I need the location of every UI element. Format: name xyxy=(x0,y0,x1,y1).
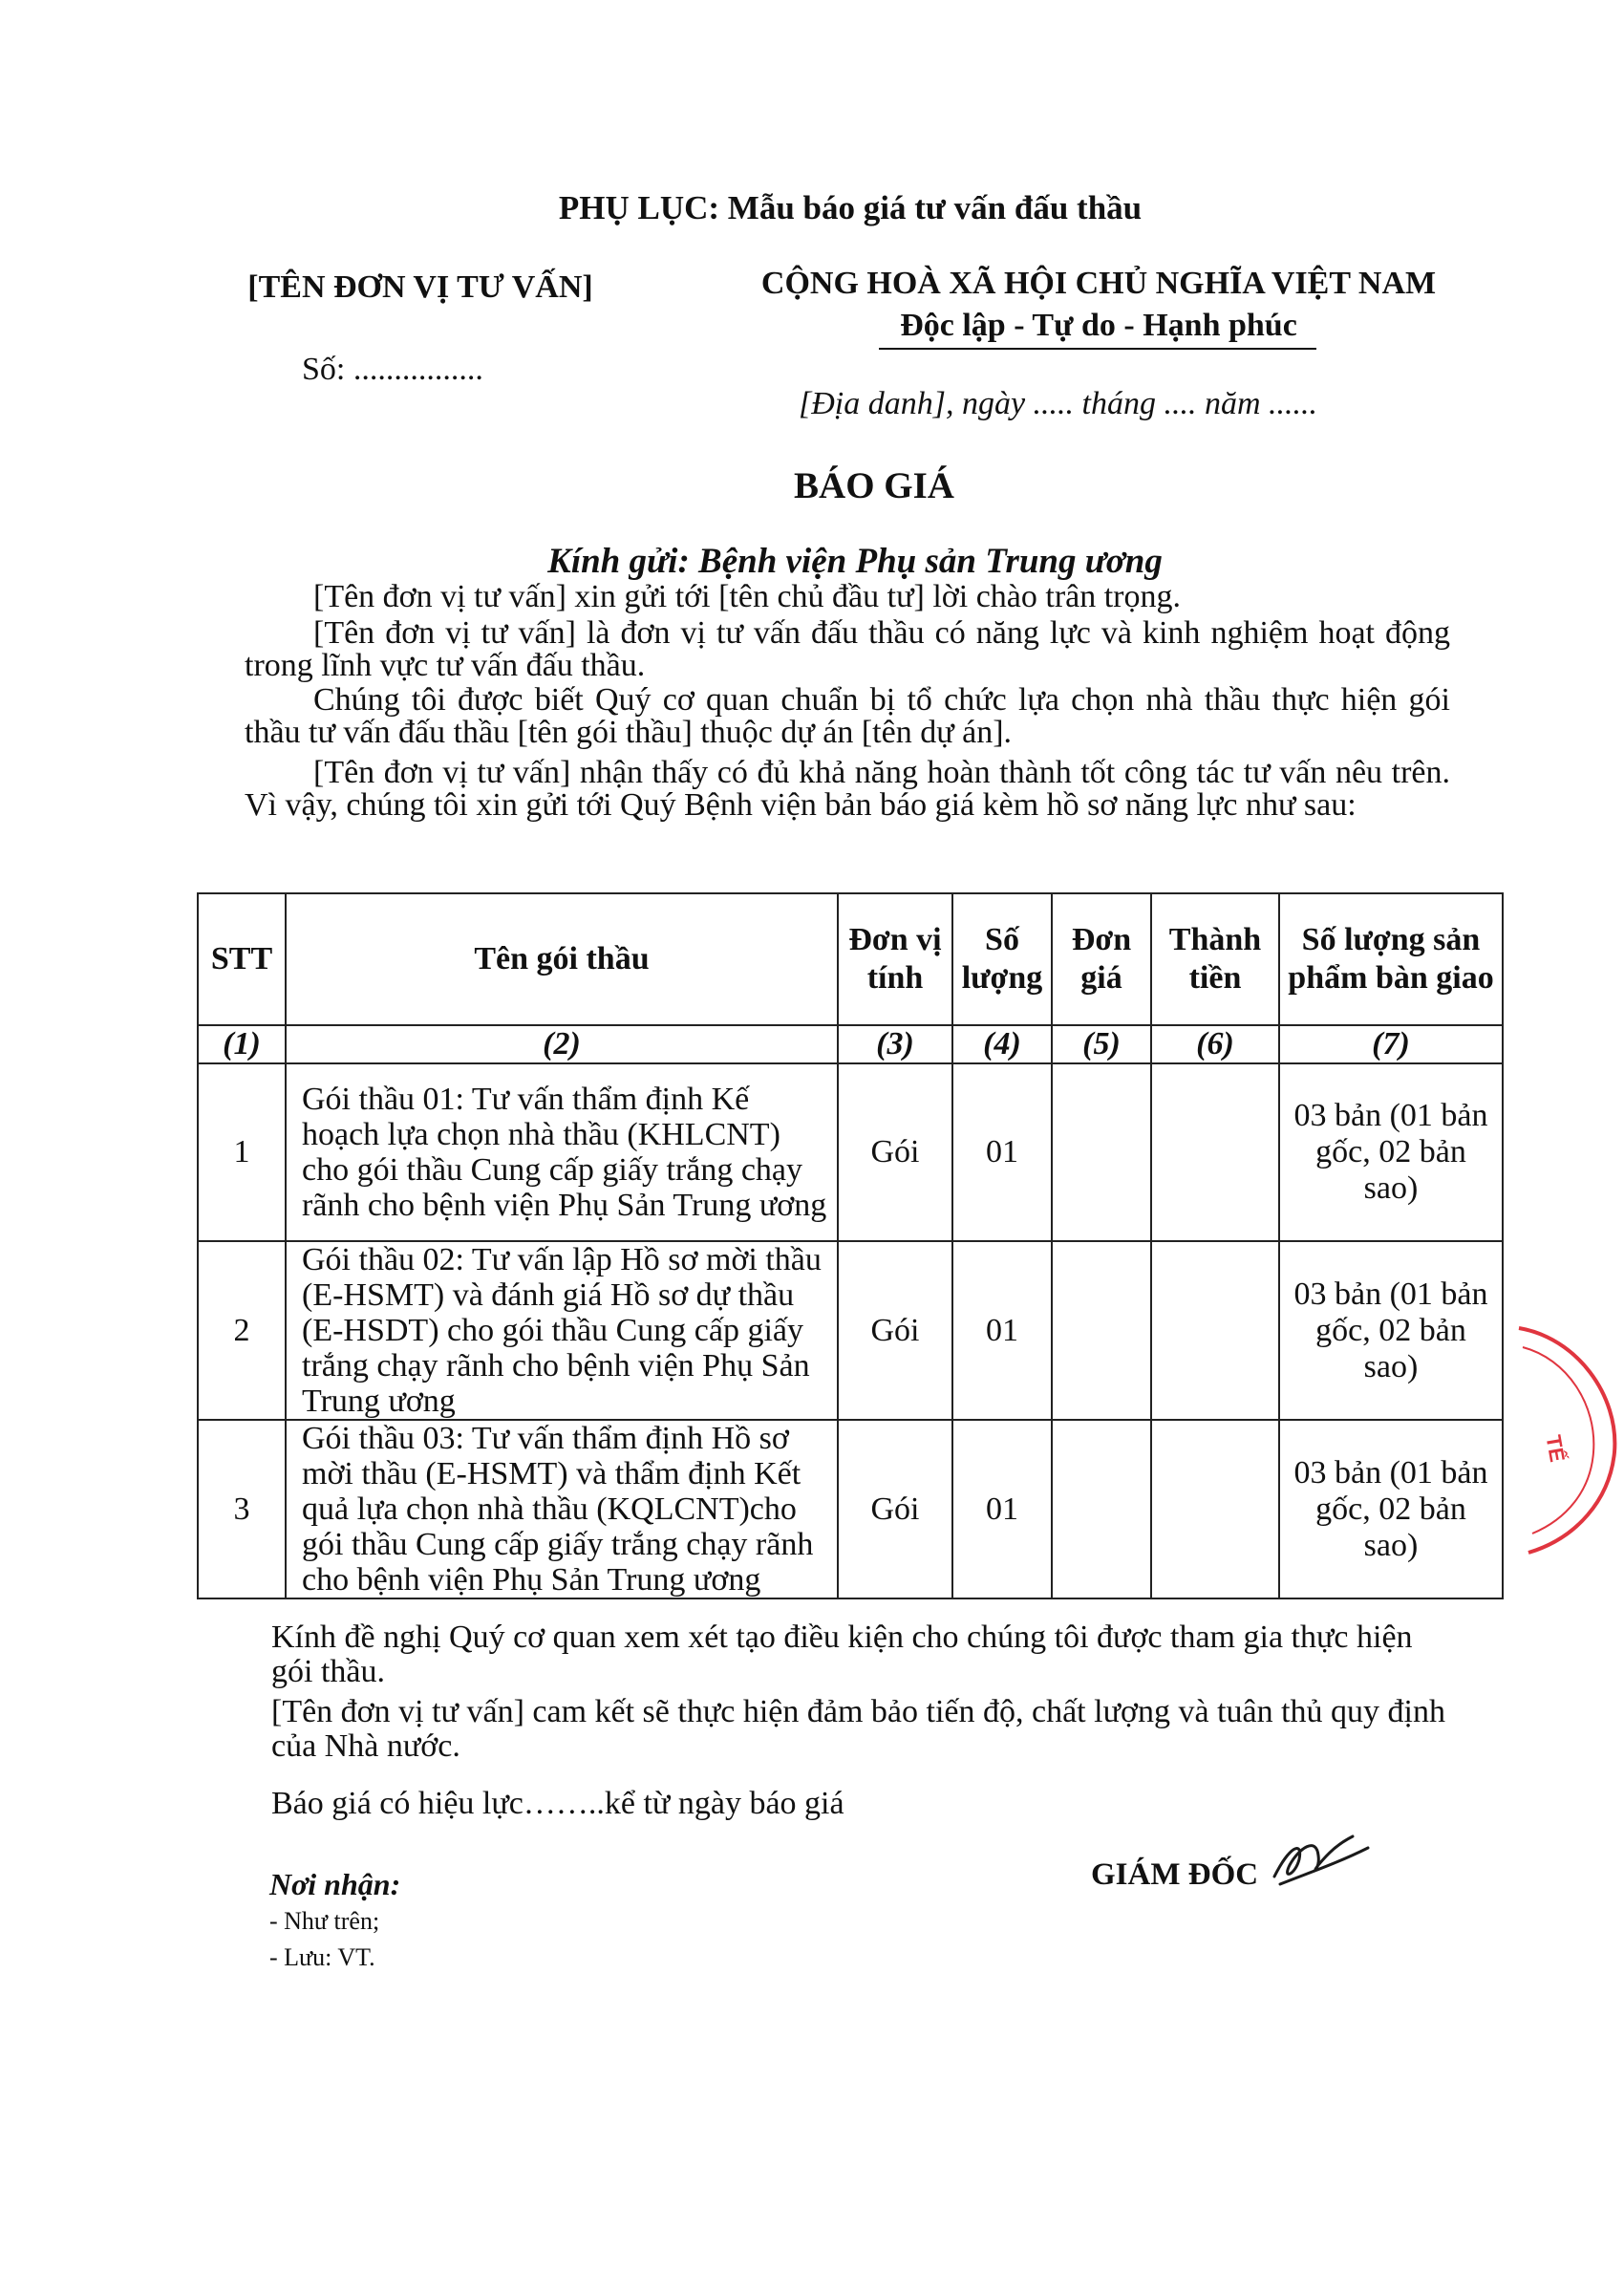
row-stt: 3 xyxy=(198,1420,286,1598)
national-motto: Độc lập - Tự do - Hạnh phúc xyxy=(900,308,1297,343)
motto-underline xyxy=(879,348,1316,350)
row-amount xyxy=(1151,1420,1279,1598)
column-number: (6) xyxy=(1151,1025,1279,1063)
column-number: (5) xyxy=(1052,1025,1151,1063)
row-quantity: 01 xyxy=(952,1241,1052,1420)
signer-title: GIÁM ĐỐC xyxy=(1091,1857,1259,1892)
row-quantity: 01 xyxy=(952,1420,1052,1598)
place-date-line: [Địa danh], ngày ..... tháng .... năm ...... xyxy=(799,386,1318,421)
column-number: (3) xyxy=(838,1025,952,1063)
header-package-name: Tên gói thầu xyxy=(286,893,838,1025)
row-unit: Gói xyxy=(838,1063,952,1241)
table-row xyxy=(198,1241,1503,1420)
header-unit-price: Đơn giá xyxy=(1052,893,1151,1025)
row-unit-price xyxy=(1052,1063,1151,1241)
recipient-line: Kính gửi: Bệnh viện Phụ sản Trung ương xyxy=(547,542,1163,581)
row-stt: 2 xyxy=(198,1241,286,1420)
closing-request: Kính đề nghị Quý cơ quan xem xét tạo điều kiện cho chúng tôi được tham gia thực hiện gói thầu. xyxy=(271,1620,1413,1689)
recipient-item: - Lưu: VT. xyxy=(269,1943,375,1971)
quote-validity: Báo giá có hiệu lực……..kể từ ngày báo giá xyxy=(271,1786,844,1821)
seal-text: TẾ xyxy=(1541,1433,1570,1465)
header-amount: Thành tiền xyxy=(1151,893,1279,1025)
row-amount xyxy=(1151,1063,1279,1241)
header-deliverables: Số lượng sản phẩm bàn giao xyxy=(1279,893,1503,1025)
table-header-row xyxy=(198,893,1503,1025)
row-unit: Gói xyxy=(838,1241,952,1420)
column-number: (2) xyxy=(286,1025,838,1063)
appendix-title: PHỤ LỤC: Mẫu báo giá tư vấn đấu thầu xyxy=(558,189,1143,226)
column-number: (1) xyxy=(198,1025,286,1063)
closing-commitment: [Tên đơn vị tư vấn] cam kết sẽ thực hiện đảm bảo tiến độ, chất lượng và tuân thủ quy định của Nhà nước. xyxy=(271,1694,1445,1764)
header-unit: Đơn vị tính xyxy=(838,893,952,1025)
table-row xyxy=(198,1063,1503,1241)
document-title: BÁO GIÁ xyxy=(794,465,954,506)
document-number: Số: ................ xyxy=(302,352,483,387)
row-stt: 1 xyxy=(198,1063,286,1241)
intro-paragraph-3: Chúng tôi được biết Quý cơ quan chuẩn bị tổ chức lựa chọn nhà thầu thực hiện gói thầu tư vấn đấu thầu [tên gói thầu] thuộc dự án [tên dự án]. xyxy=(245,682,1450,750)
intro-paragraph-4: [Tên đơn vị tư vấn] nhận thấy có đủ khả năng hoàn thành tốt công tác tư vấn nêu trên. Vì vậy, chúng tôi xin gửi tới Quý Bệnh viện bản báo giá kèm hồ sơ năng lực như sau: xyxy=(245,755,1450,823)
header-quantity: Số lượng xyxy=(952,893,1052,1025)
national-title: CỘNG HOÀ XÃ HỘI CHỦ NGHĨA VIỆT NAM xyxy=(760,266,1437,301)
row-deliverables: 03 bản (01 bản gốc, 02 bản sao) xyxy=(1279,1420,1503,1598)
row-package-name: Gói thầu 01: Tư vấn thẩm định Kế hoạch lựa chọn nhà thầu (KHLCNT) cho gói thầu Cung cấp giấy trắng chạy rãnh cho bệnh viện Phụ Sản Trung ương xyxy=(286,1063,838,1241)
row-package-name: Gói thầu 03: Tư vấn thẩm định Hồ sơ mời thầu (E-HSMT) và thẩm định Kết quả lựa chọn nhà thầu (KQLCNT)cho gói thầu Cung cấp giấy trắng chạy rãnh cho bệnh viện Phụ Sản Trung ương xyxy=(286,1420,838,1598)
column-number-row xyxy=(198,1025,1503,1063)
recipients-label: Nơi nhận: xyxy=(269,1867,401,1901)
row-quantity: 01 xyxy=(952,1063,1052,1241)
table-row xyxy=(198,1420,1503,1598)
quotation-table xyxy=(197,892,1504,1599)
row-package-name: Gói thầu 02: Tư vấn lập Hồ sơ mời thầu (E-HSMT) và đánh giá Hồ sơ dự thầu (E-HSDT) cho gói thầu Cung cấp giấy trắng chạy rãnh cho bệnh viện Phụ Sản Trung ương xyxy=(286,1241,838,1420)
intro-paragraph-1: [Tên đơn vị tư vấn] xin gửi tới [tên chủ đầu tư] lời chào trân trọng. xyxy=(313,579,1182,614)
row-unit: Gói xyxy=(838,1420,952,1598)
row-unit-price xyxy=(1052,1241,1151,1420)
handwritten-signature xyxy=(1261,1827,1376,1894)
column-number: (4) xyxy=(952,1025,1052,1063)
intro-paragraph-2: [Tên đơn vị tư vấn] là đơn vị tư vấn đấu thầu có năng lực và kinh nghiệm hoạt động trong lĩnh vực tư vấn đấu thầu. xyxy=(245,615,1450,683)
consulting-unit-name: [TÊN ĐƠN VỊ TƯ VẤN] xyxy=(247,269,593,305)
row-amount xyxy=(1151,1241,1279,1420)
recipient-item: - Như trên; xyxy=(269,1907,380,1935)
row-unit-price xyxy=(1052,1420,1151,1598)
row-deliverables: 03 bản (01 bản gốc, 02 bản sao) xyxy=(1279,1241,1503,1420)
red-seal-fragment xyxy=(1509,1319,1624,1557)
row-deliverables: 03 bản (01 bản gốc, 02 bản sao) xyxy=(1279,1063,1503,1241)
header-stt: STT xyxy=(198,893,286,1025)
column-number: (7) xyxy=(1279,1025,1503,1063)
